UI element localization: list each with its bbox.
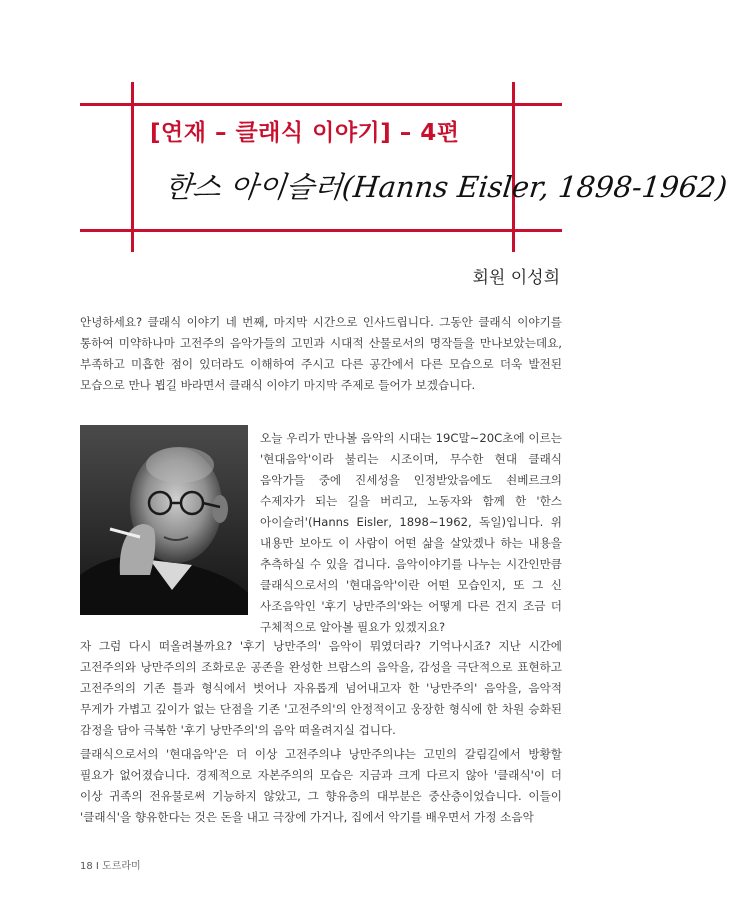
romanticism-paragraph: 자 그럼 다시 떠올려볼까요? '후기 낭만주의' 음악이 뭐였더라? 기억나시죠? 지난 시간에 고전주의와 낭만주의의 조화로운 공존을 완성한 브람스의 음악을, 감성을 극단적으로 표현하고 고전주의의 기존 틀과 형식에서 벗어나 자유롭게 넘어내고자 한 '낭만주의' 음악을, 음악적 무게가 가볍고 깊이가 없는 단점을 기존 '고전주의'의 안정적이고 웅장한 형식에 한 차원 승화된 감정을 담아 극복한 '후기 낭만주의'의 음악 떠올려지실 겁니다. [80, 639, 562, 737]
subject-paragraph: 오늘 우리가 만나볼 음악의 시대는 19C말~20C초에 이르는 '현대음악'이라 불리는 시조이며, 무수한 현대 클래식 음악가들 중에 진세성을 인정받았음에도 쇤베르크의 수제자가 되는 길을 버리고, 노동자와 함께 한 '한스 아이슬러'(Hanns Eisler, 1898~1962, 독일)입니다. 위 내용만 보아도 이 사람이 어떤 삶을 살았겠나 하는 내용을 추측하실 수 있을 겁니다. 음악이야기를 나누는 시간인만큼 클래식으로서의 '현대음악'이란 어떤 모습인지, 또 그 신 사조음악인 '후기 낭만주의'와는 어떻게 다른 건지 조금 더 구체적으로 알아볼 필요가 있겠지요? [260, 431, 562, 634]
frame-top-line [80, 103, 562, 106]
author-name: 회원 이성희 [472, 268, 560, 288]
portrait-photo [80, 425, 248, 615]
series-title: [연재 – 클래식 이야기] – 4편 [150, 120, 460, 146]
frame-left-line [131, 82, 134, 252]
frame-bottom-line [80, 229, 562, 232]
page-footer: 18 I 도르라미 [80, 861, 141, 872]
modern-music-paragraph: 클래식으로서의 '현대음악'은 더 이상 고전주의냐 낭만주의냐는 고민의 갈림길에서 방황할 필요가 없어졌습니다. 경제적으로 자본주의의 모습은 지금과 크게 다르지 않아 '클래식'이 더 이상 귀족의 전유물로써 기능하지 않았고, 그 향유층의 대부분은 중산층이었습니다. 이들이 '클래식'을 향유한다는 것은 돈을 내고 극장에 가거나, 집에서 악기를 배우면서 가정 소음악 [80, 747, 562, 824]
article-title: 한스 아이슬러(Hanns Eisler, 1898-1962) [163, 170, 729, 204]
intro-paragraph: 안녕하세요? 클래식 이야기 네 번째, 마지막 시간으로 인사드립니다. 그동안 클래식 이야기를 통하여 미약하나마 고전주의 음악가들의 고민과 시대적 산물로서의 명작들을 만나보았는데요, 부족하고 미흡한 점이 있더라도 이해하여 주시고 다른 공간에서 다른 모습으로 더욱 발전된 모습으로 만나 뵙길 바라면서 클래식 이야기 마지막 주제로 들어가 보겠습니다. [80, 315, 562, 392]
